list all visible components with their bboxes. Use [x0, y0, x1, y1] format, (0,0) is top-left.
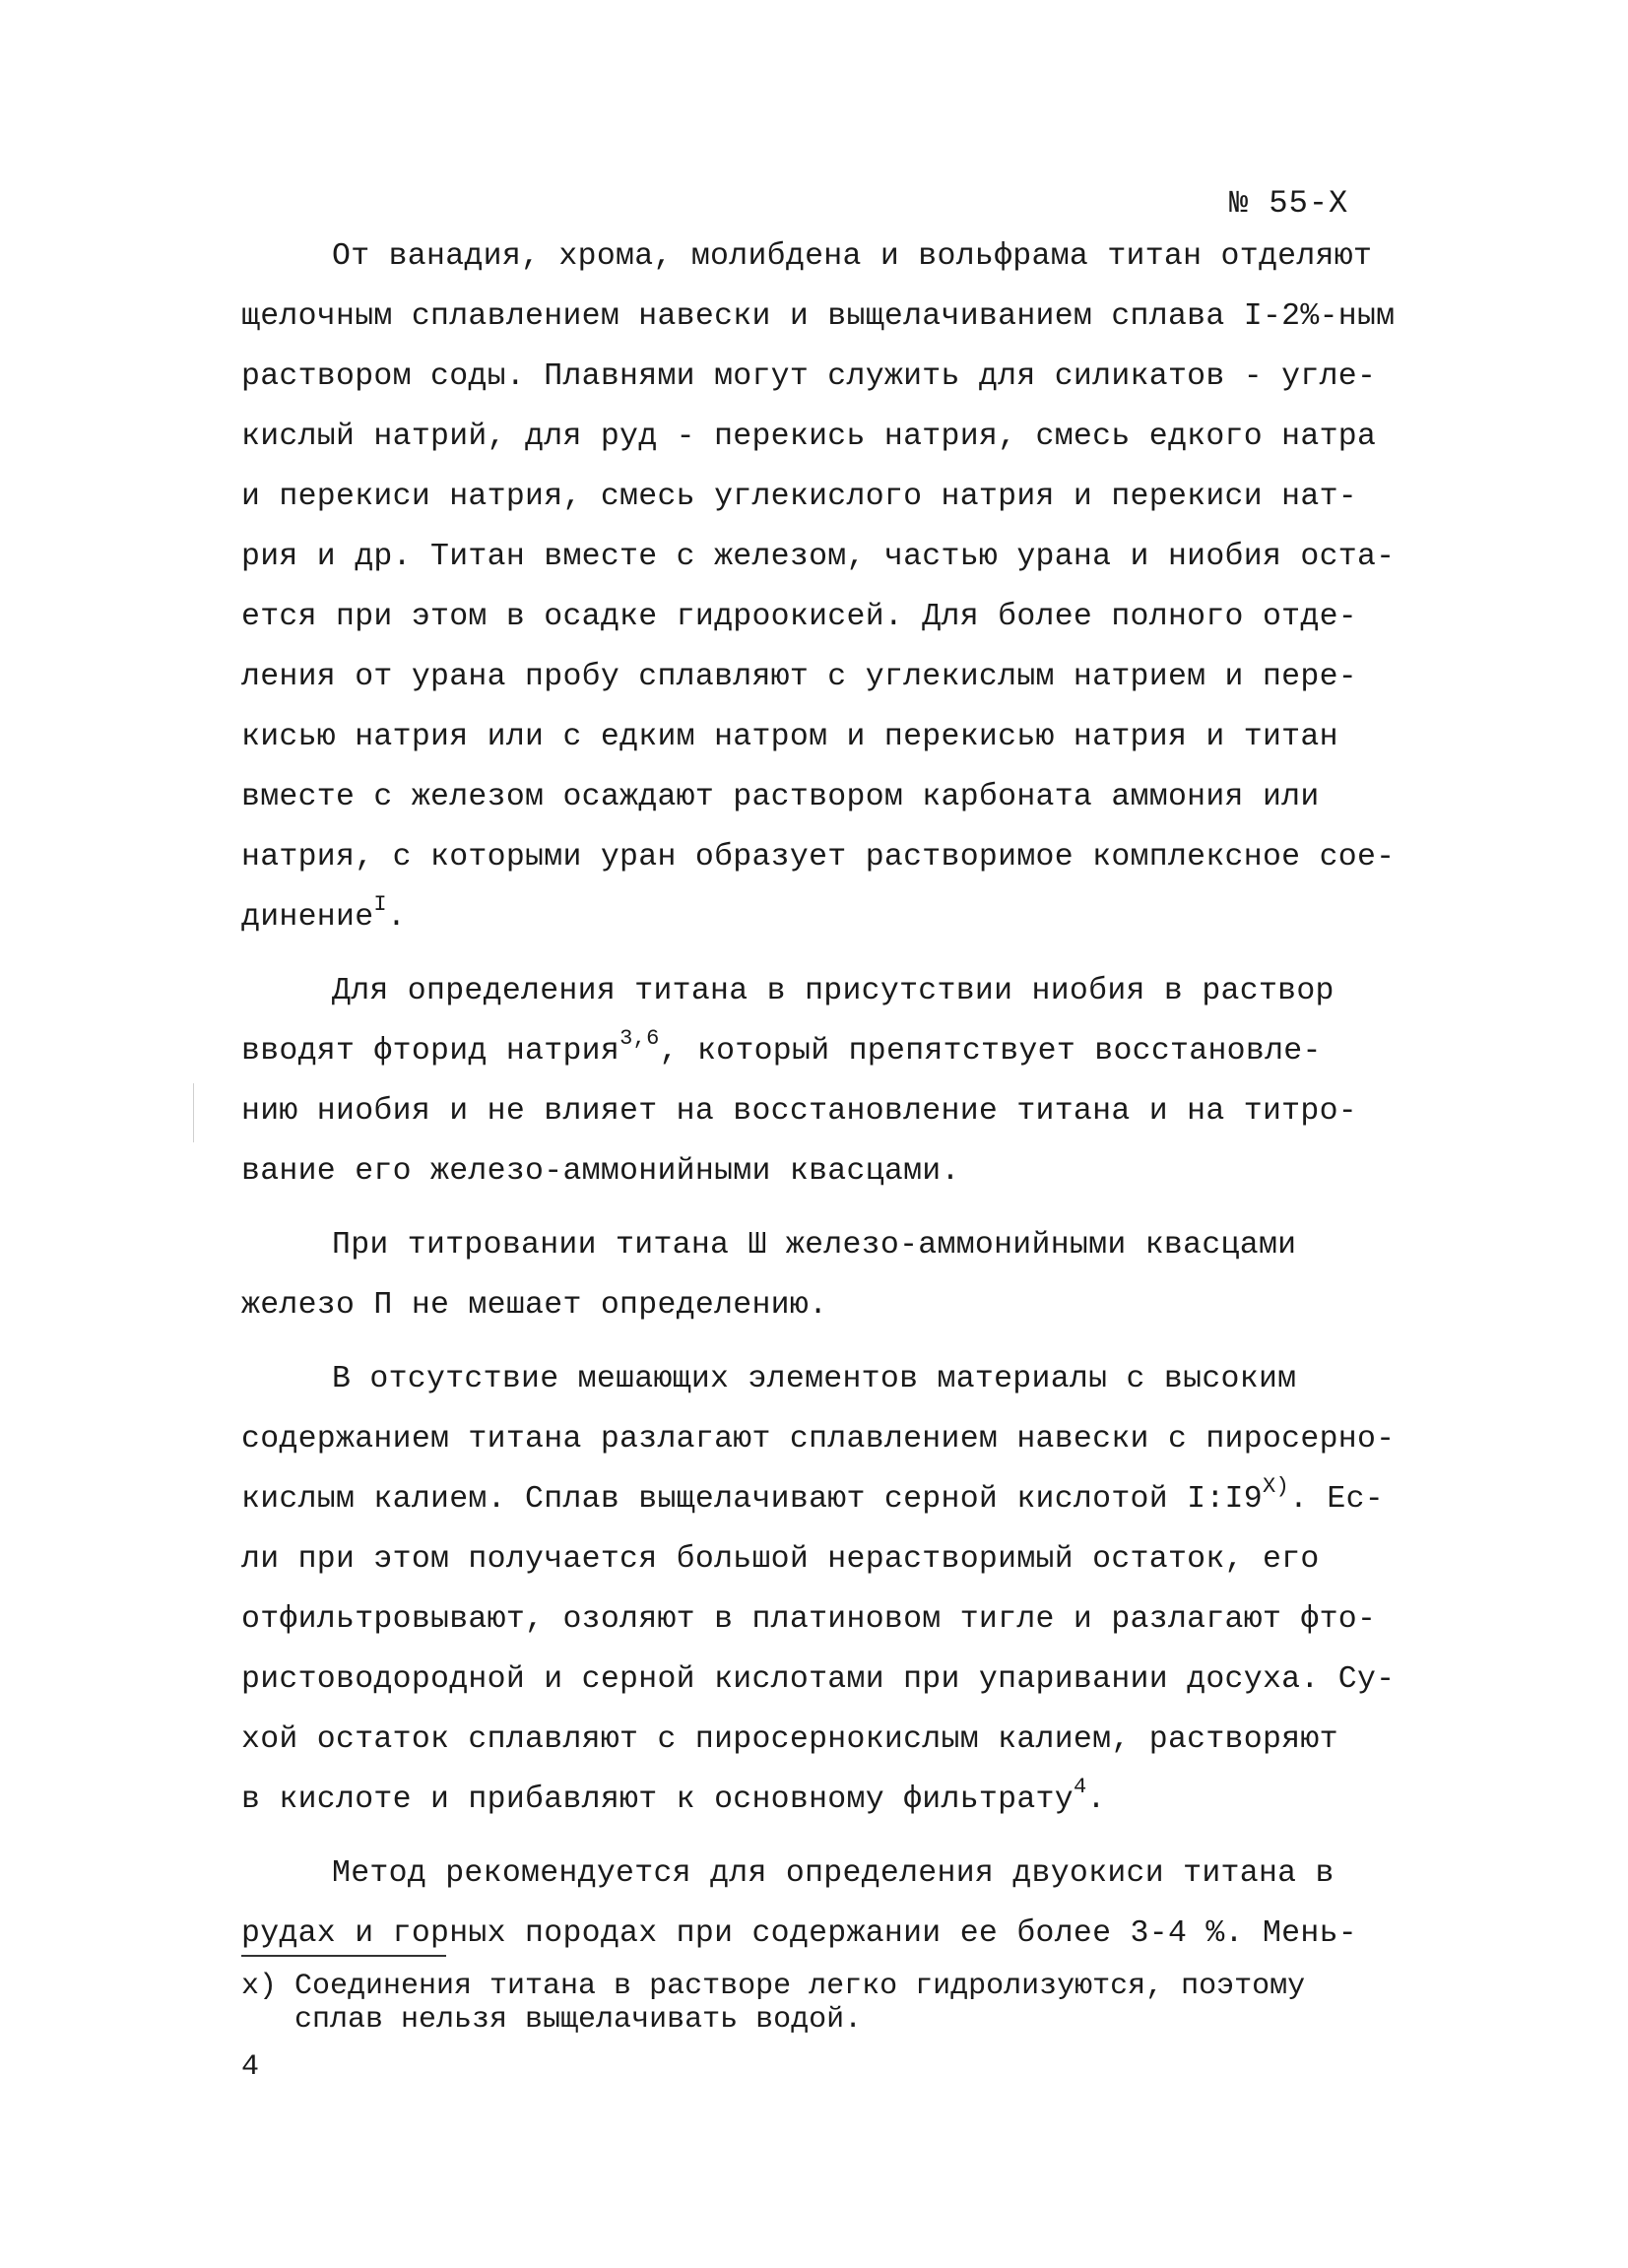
footnote-line: сплав нельзя выщелачивать водой.	[241, 2003, 863, 2037]
text-line: В отсутствие мешающих элементов материалы с высоким	[332, 1362, 1297, 1396]
text-line: От ванадия, хрома, молибдена и вольфрама титан отделяют	[332, 239, 1373, 274]
document-number: № 55-Х	[1229, 185, 1349, 222]
footnote-line: х) Соединения титана в растворе легко гидролизуются, поэтому	[241, 1970, 1306, 2003]
text-line: раствором соды. Плавнями могут служить для силикатов - угле-	[241, 359, 1377, 394]
text-line: щелочным сплавлением навески и выщелачиванием сплава I-2%-ным	[241, 299, 1396, 334]
text-line: При титровании титана Ш железо-аммонийными квасцами	[332, 1228, 1297, 1263]
text-line: Метод рекомендуется для определения двуокиси титана в	[332, 1856, 1335, 1891]
paragraph-1	[241, 227, 1396, 947]
line-text: в кислоте и прибавляют к основному фильтрату	[241, 1782, 1074, 1817]
page-number: 4	[241, 2050, 260, 2084]
body-text	[241, 227, 1396, 1964]
text-line: нию ниобия и не влияет на восстановление титана и на титро-	[241, 1094, 1357, 1129]
text-line: вание его железо-аммонийными квасцами.	[241, 1154, 960, 1189]
footnote	[241, 1970, 1384, 2037]
paragraph-2	[241, 961, 1384, 1201]
line-tail: .	[1086, 1782, 1106, 1817]
text-line: ристоводородной и серной кислотами при упаривании досуха. Су-	[241, 1662, 1396, 1697]
text-line: отфильтровывают, озоляют в платиновом тигле и разлагают фто-	[241, 1602, 1377, 1637]
footnote-marker: Х)	[1262, 1473, 1289, 1499]
reference-superscript: 3,6	[619, 1025, 660, 1051]
text-line: ли при этом получается большой нерастворимый остаток, его	[241, 1542, 1320, 1577]
margin-mark	[193, 1083, 194, 1142]
line-text: вводят фторид натрия	[241, 1034, 620, 1069]
reference-superscript: 4	[1073, 1774, 1087, 1799]
text-line: вместе с железом осаждают раствором карбоната аммония или	[241, 780, 1320, 814]
text-line: рия и др. Титан вместе с железом, частью урана и ниобия оста-	[241, 540, 1396, 574]
text-line	[241, 1770, 1384, 1830]
text-line	[241, 887, 1384, 947]
footnote-divider	[241, 1955, 446, 1957]
line-tail: . Ес-	[1288, 1482, 1384, 1517]
reference-superscript: I	[373, 891, 387, 917]
paragraph-5	[241, 1844, 1384, 1964]
line-tail: .	[386, 900, 407, 935]
text-line: содержанием титана разлагают сплавлением навески с пиросерно-	[241, 1422, 1396, 1457]
text-line: ления от урана пробу сплавляют с углекислым натрием и пере-	[241, 660, 1357, 694]
text-line	[241, 1021, 1384, 1081]
text-line: кислый натрий, для руд - перекись натрия, смесь едкого натра	[241, 420, 1377, 454]
paragraph-4	[241, 1349, 1396, 1830]
paragraph-3	[241, 1215, 1384, 1335]
text-line: и перекиси натрия, смесь углекислого натрия и перекиси нат-	[241, 480, 1357, 514]
text-line: Для определения титана в присутствии ниобия в раствор	[332, 974, 1335, 1008]
text-line: натрия, с которыми уран образует растворимое комплексное сое-	[241, 840, 1396, 875]
text-line	[241, 1469, 1384, 1529]
text-line: ется при этом в осадке гидроокисей. Для более полного отде-	[241, 600, 1357, 634]
line-tail: , который препятствует восстановле-	[659, 1034, 1322, 1069]
text-line: рудах и горных породах при содержании ее более 3-4 %. Мень-	[241, 1916, 1357, 1951]
text-line: хой остаток сплавляют с пиросернокислым калием, растворяют	[241, 1722, 1338, 1757]
line-text: динение	[241, 900, 374, 935]
text-line: железо П не мешает определению.	[241, 1288, 828, 1323]
text-line: кисью натрия или с едким натром и перекисью натрия и титан	[241, 720, 1338, 754]
line-text: кислым калием. Сплав выщелачивают серной кислотой I:I9	[241, 1482, 1263, 1517]
